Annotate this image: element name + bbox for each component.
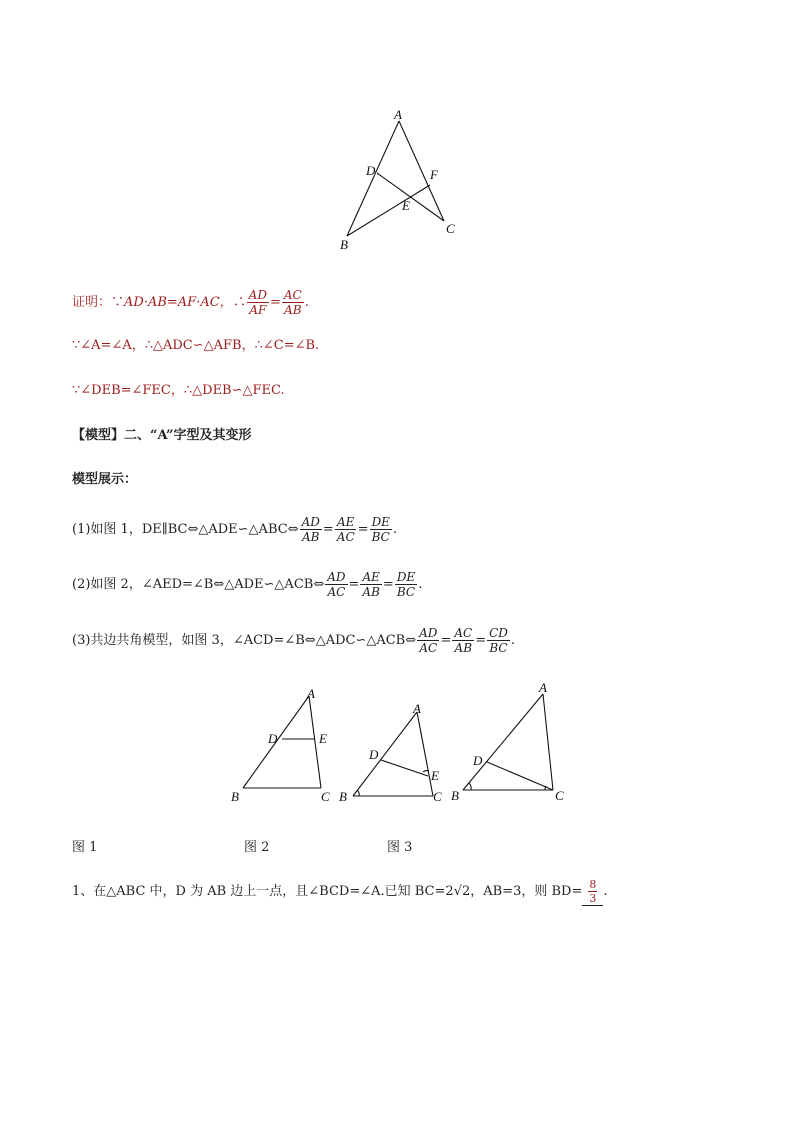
label-c: C bbox=[446, 221, 455, 236]
answer-blank: $\frac{8}{3}$ bbox=[582, 878, 603, 906]
proof-prefix: 证明：∵ bbox=[72, 294, 125, 310]
svg-text:A: A bbox=[539, 680, 547, 695]
proof-line-2: ∵∠A=∠A，∴△ADC∽△AFB，∴∠C=∠B. bbox=[72, 338, 320, 353]
model-item-1: (1)如图 1，DE∥BC⇔△ADE∽△ABC⇔ $\frac{AD}{AB}$ = $\frac{AE}{AC}$ = $\frac{DE}{BC}$ . bbox=[72, 515, 398, 544]
proof-fraction-2: $\frac{AC}{AB}$ bbox=[283, 288, 302, 317]
proof-line-3: ∵∠DEB=∠FEC，∴△DEB∽△FEC. bbox=[72, 383, 285, 398]
svg-text:D: D bbox=[268, 731, 278, 746]
svg-text:B: B bbox=[339, 789, 347, 804]
svg-text:A: A bbox=[307, 686, 315, 701]
label-e: E bbox=[402, 198, 410, 213]
model-show-label: 模型展示： bbox=[72, 472, 138, 487]
proof-line-1: 证明：∵ AD·AB=AF·AC，∴ $\frac{AD}{AF}$ = $\frac{AC}{AB}$ . bbox=[72, 288, 309, 317]
label-f: F bbox=[430, 167, 438, 182]
question-1-text: 1、在△ABC 中，D 为 AB 边上一点，且∠BCD=∠A.已知 BC=2√2，AB=3，则 BD= bbox=[72, 884, 583, 899]
svg-text:D: D bbox=[473, 753, 483, 768]
caption-fig-2: 图 2 bbox=[244, 840, 270, 855]
proof-fraction-1: $\frac{AD}{AF}$ bbox=[248, 288, 267, 317]
label-b: B bbox=[340, 237, 348, 252]
figure-2 bbox=[335, 698, 455, 810]
svg-text:B: B bbox=[451, 788, 459, 803]
svg-text:C: C bbox=[321, 789, 330, 804]
figure-1 bbox=[225, 680, 345, 810]
label-d: D bbox=[366, 163, 376, 178]
svg-text:E: E bbox=[319, 731, 327, 746]
svg-text:C: C bbox=[555, 788, 564, 803]
label-a: A bbox=[394, 107, 402, 122]
proof-condition: AD·AB=AF·AC，∴ bbox=[124, 294, 246, 310]
svg-text:E: E bbox=[431, 768, 439, 783]
caption-fig-1: 图 1 bbox=[72, 840, 98, 855]
segment-bf bbox=[347, 185, 430, 236]
svg-text:C: C bbox=[433, 789, 442, 804]
model-item-2: (2)如图 2，∠AED=∠B⇔△ADE∽△ACB⇔ $\frac{AD}{AC}$ = $\frac{AE}{AB}$ = $\frac{DE}{BC}$ . bbox=[72, 570, 423, 599]
model-item-3: (3)共边共角模型，如图 3，∠ACD=∠B⇔△ADC∽△ACB⇔ $\frac{AD}{AC}$ = $\frac{AC}{AB}$ = $\frac{CD}{BC}$ . bbox=[72, 626, 516, 655]
svg-text:A: A bbox=[413, 701, 421, 716]
model-heading: 【模型】二、“A”字型及其变形 bbox=[72, 428, 252, 443]
figure-3 bbox=[445, 678, 575, 808]
top-triangle-figure bbox=[330, 105, 470, 255]
question-1: 1、在△ABC 中，D 为 AB 边上一点，且∠BCD=∠A.已知 BC=2√2，AB=3，则 BD= $\frac{8}{3}$ . bbox=[72, 878, 608, 905]
svg-text:B: B bbox=[231, 789, 239, 804]
svg-text:D: D bbox=[369, 747, 379, 762]
caption-fig-3: 图 3 bbox=[387, 840, 413, 855]
segment-ab bbox=[347, 121, 399, 236]
